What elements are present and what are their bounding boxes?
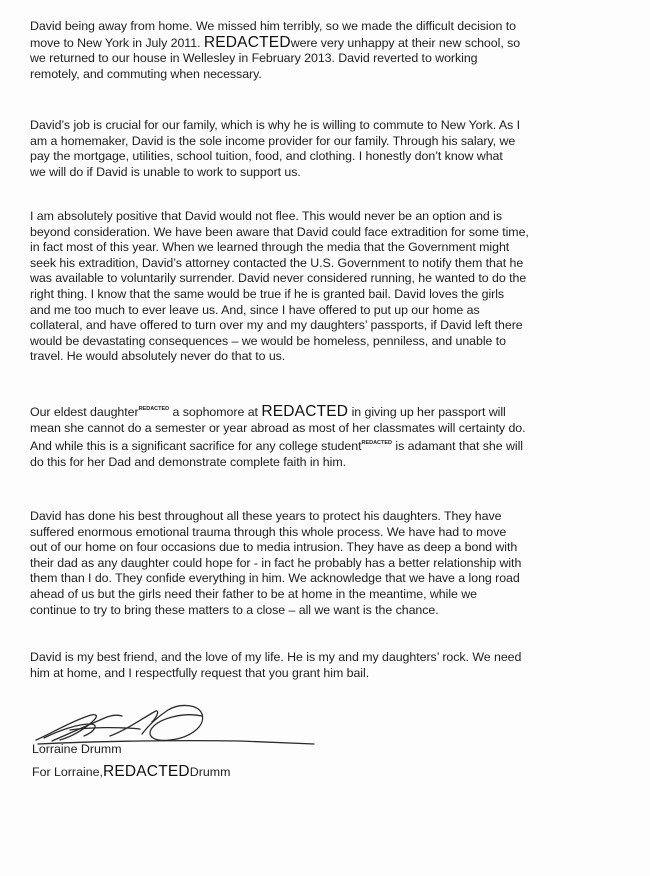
text-segment: him at home, and I respectfully request that you grant him bail.	[30, 665, 370, 680]
text-line	[30, 666, 620, 682]
text-line	[30, 436, 620, 455]
text-line	[30, 19, 620, 35]
text-line	[30, 556, 620, 572]
text-line	[30, 303, 620, 319]
text-line	[30, 67, 620, 83]
text-line	[30, 650, 620, 666]
text-segment: move to New York in July 2011.	[30, 35, 204, 50]
text-line	[30, 587, 620, 603]
text-line	[30, 571, 620, 587]
text-segment: mean she cannot do a semester or year abroad as most of her classmates will certainty do.	[30, 420, 526, 435]
redacted-marker: REDACTED	[203, 33, 291, 51]
signature-for-suffix: Drumm	[189, 765, 231, 779]
text-line	[30, 349, 620, 365]
text-line	[30, 318, 620, 334]
text-line	[30, 455, 620, 471]
text-segment: in fact most of this year. When we learned through the media that the Government might	[30, 240, 510, 255]
text-segment: would be devastating consequences – we would be homeless, penniless, and unable to	[30, 333, 507, 348]
text-line	[30, 240, 620, 256]
text-segment: David’s job is crucial for our family, which is why he is willing to commute to New York. As I	[30, 118, 520, 132]
text-line	[30, 334, 620, 350]
text-segment: pay the mortgage, utilities, school tuition, food, and clothing. I honestly don’t know what	[30, 149, 503, 164]
text-line	[30, 271, 620, 287]
text-segment: I am absolutely positive that David would not flee. This would never be an option and is	[30, 209, 503, 223]
text-segment: And while this is a significant sacrifice for any college student	[30, 439, 362, 454]
text-segment: David being away from home. We missed him terribly, so we made the difficult decision to	[30, 19, 516, 33]
text-line	[30, 540, 620, 556]
text-line	[30, 149, 620, 165]
text-segment: we returned to our house in Wellesley in February 2013. David reverted to working	[30, 51, 478, 66]
text-line	[30, 165, 620, 181]
text-line	[30, 287, 620, 303]
redacted-marker-small: REDACTED	[138, 406, 170, 412]
text-line	[30, 134, 620, 150]
text-segment: beyond consideration. We have been aware that David could face extradition for some time,	[30, 224, 529, 239]
text-segment: in giving up her passport will	[348, 405, 506, 419]
text-segment: right thing. I know that the same would be true if he is granted bail. David loves the girls	[30, 286, 505, 301]
text-line	[30, 256, 620, 272]
text-segment: do this for her Dad and demonstrate complete faith in him.	[30, 454, 346, 469]
text-segment: was available to voluntarily surrender. David never considered running, he wanted to do the	[30, 271, 527, 286]
signature-name: Lorraine Drumm	[32, 742, 122, 756]
text-line	[30, 525, 620, 541]
paragraph-5	[30, 509, 620, 618]
text-segment: out of our home on four occasions due to media intrusion. They have as deep a bond with	[30, 540, 518, 555]
text-line	[30, 51, 620, 67]
text-segment: seek his extradition, David’s attorney contacted the U.S. Government to notify them that he	[30, 255, 524, 270]
text-segment: them than I do. They confide everything in him. We acknowledge that we have a long road	[30, 571, 520, 586]
redacted-marker: REDACTED	[102, 763, 190, 780]
text-segment: were very unhappy at their new school, so	[290, 35, 521, 50]
text-segment: suffered enormous emotional trauma through this whole process. We have had to move	[30, 524, 507, 539]
text-segment: collateral, and have offered to turn over my and my daughters’ passports, if David left there	[30, 318, 523, 333]
text-line	[30, 118, 620, 134]
text-segment: a sophomore at	[169, 405, 262, 419]
redacted-marker-small: REDACTED	[361, 440, 393, 447]
text-segment: David has done his best throughout all these years to protect his daughters. They have	[30, 509, 502, 523]
paragraph-4	[30, 402, 620, 470]
text-line	[30, 603, 620, 619]
paragraph-2	[30, 118, 620, 180]
text-line	[30, 225, 620, 241]
text-line	[30, 209, 620, 225]
text-segment: we will do if David is unable to work to support us.	[30, 164, 301, 179]
text-segment: ahead of us but the girls need their father to be at home in the meantime, while we	[30, 586, 478, 601]
text-segment: their dad as any daughter could hope for - in fact he probably has a better relationship with	[30, 555, 522, 570]
text-line	[30, 421, 620, 437]
text-line	[30, 402, 620, 421]
text-line	[30, 509, 620, 525]
signature-for-prefix: For Lorraine,	[32, 765, 103, 779]
text-segment: David is my best friend, and the love of my life. He is my and my daughters’ rock. We need	[30, 650, 522, 664]
text-line	[30, 35, 620, 52]
redacted-marker: REDACTED	[261, 403, 349, 420]
text-segment: remotely, and commuting when necessary.	[30, 66, 262, 81]
text-segment: is adamant that she will	[392, 439, 524, 454]
paragraph-1	[30, 19, 620, 82]
paragraph-6	[30, 650, 620, 681]
text-segment: Our eldest daughter	[30, 405, 139, 419]
text-segment: and me too much to ever leave us. And, since I have offered to put up our home as	[30, 302, 480, 317]
text-segment: continue to try to bring these matters to a close – all we want is the chance.	[30, 602, 439, 617]
text-segment: travel. He would absolutely never do that to us.	[30, 349, 286, 364]
signature-for-line	[32, 764, 230, 780]
paragraph-3	[30, 209, 620, 365]
text-segment: am a homemaker, David is the sole income provider for our family. Through his salary, we	[30, 133, 516, 148]
